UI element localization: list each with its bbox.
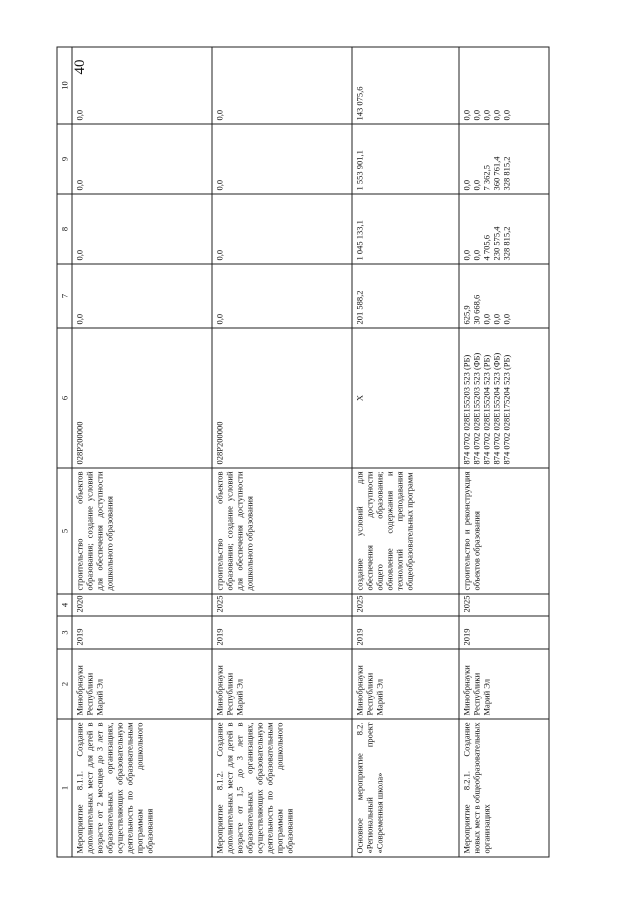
executor: Минобрнауки Республики Марий Эл [459,649,549,719]
amount-2022: 143 075,6 [352,47,459,124]
budget-code: 874 0702 028E155203 523 (РБ) 874 0702 028E155203 523 (ФБ) 874 0702 028E155204 523 (РБ) 874 0702 028E155204 523 (ФБ) 874 0702 028E175204 523 (РБ) [459,328,549,468]
column-header: 5 [57,468,72,594]
amount-2019: 625,9 30 668,6 0,0 0,0 0,0 [459,264,549,328]
executor: Минобрнауки Республики Марий Эл [72,649,212,719]
measure-name: Основное мероприятие 8.2. «Региональный проект «Современная школа» [352,719,459,857]
executor: Минобрнауки Республики Марий Эл [352,649,459,719]
end-year: 2025 [212,594,352,616]
amount-2022: 0,0 [72,47,212,124]
table-row [459,47,549,857]
measure-name: Мероприятие 8.2.1. Создание новых мест в общеобразовательных организациях [459,719,549,857]
table-row [352,47,459,857]
amount-2019: 0,0 [72,264,212,328]
document-sheet [57,48,550,858]
amount-2022: 0,0 [212,47,352,124]
start-year: 2019 [352,616,459,649]
amount-2020: 0,0 [212,194,352,264]
start-year: 2019 [459,616,549,649]
amount-2020: 1 045 133,1 [352,194,459,264]
header-row [57,47,72,857]
program-table [57,47,550,858]
amount-2021: 0,0 [212,124,352,194]
expected-result: создание условий для обеспечения доступности общего образования; обновление содержания и технологий преподавания общеобразовательных программ [352,468,459,594]
column-header: 8 [57,194,72,264]
column-header: 7 [57,264,72,328]
column-header: 9 [57,124,72,194]
expected-result: строительство объектов образования; создание условий для обеспечения доступности дошкольного образования [212,468,352,594]
budget-code: 028P200000 [212,328,352,468]
expected-result: строительство объектов образования; создание условий для обеспечения доступности дошкольного образования [72,468,212,594]
amount-2020: 0,0 [72,194,212,264]
amount-2019: 201 588,2 [352,264,459,328]
end-year: 2025 [352,594,459,616]
column-header: 2 [57,649,72,719]
amount-2020: 0,0 0,0 4 705,6 230 575,4 328 815,2 [459,194,549,264]
column-header: 1 [57,719,72,857]
column-header: 3 [57,616,72,649]
column-header: 10 [57,47,72,124]
executor: Минобрнауки Республики Марий Эл [212,649,352,719]
budget-code: X [352,328,459,468]
start-year: 2019 [72,616,212,649]
table-row [72,47,212,857]
measure-name: Мероприятие 8.1.2. Создание дополнительных мест для детей в возрасте от 1,5 до 3 лет в образовательных организациях, осуществляющих образовательную деятельность по образовательным программам дошкольного образования [212,719,352,857]
start-year: 2019 [212,616,352,649]
budget-code: 028P200000 [72,328,212,468]
amount-2021: 1 553 901,1 [352,124,459,194]
column-header: 4 [57,594,72,616]
end-year: 2020 [72,594,212,616]
amount-2021: 0,0 [72,124,212,194]
amount-2019: 0,0 [212,264,352,328]
page-number: 40 [72,59,88,75]
expected-result: строительство и реконструкция объектов образования [459,468,549,594]
measure-name: Мероприятие 8.1.1. Создание дополнительных мест для детей в возрасте от 2 месяцев до 3 лет в образовательных организациях, осуществляющих образовательную деятельность по образовательным программам дошкольного образования [72,719,212,857]
column-header: 6 [57,328,72,468]
end-year: 2025 [459,594,549,616]
amount-2022: 0,0 0,0 0,0 0,0 0,0 [459,47,549,124]
amount-2021: 0,0 0,0 7 362,5 360 761,4 328 815,2 [459,124,549,194]
table-row [212,47,352,857]
